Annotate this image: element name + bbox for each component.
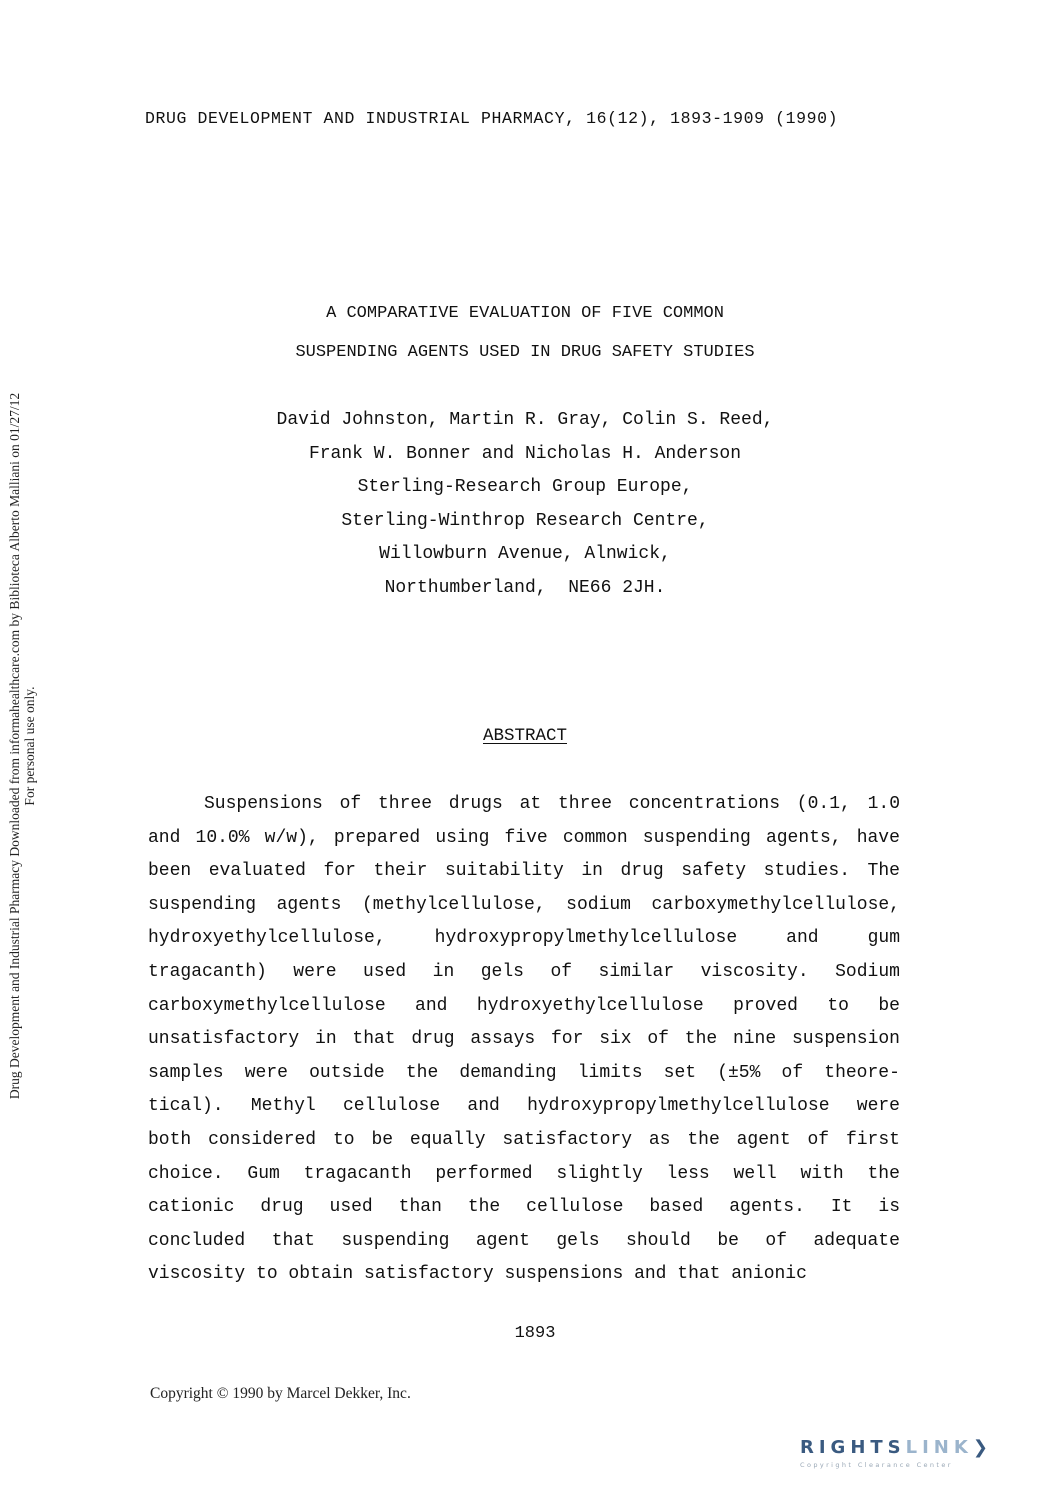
article-title-line1: A COMPARATIVE EVALUATION OF FIVE COMMON (326, 304, 724, 323)
abstract-line: samples were outside the demanding limits set (±5% of theore- (148, 1062, 900, 1083)
journal-header: DRUG DEVELOPMENT AND INDUSTRIAL PHARMACY, 16(12), 1893-1909 (1990) (145, 109, 839, 128)
abstract-line: viscosity to obtain satisfactory suspensions and that anionic (148, 1264, 807, 1285)
article-title-line2: SUSPENDING AGENTS USED IN DRUG SAFETY STUDIES (295, 343, 755, 362)
abstract-line: choice. Gum tragacanth performed slightly less well with the (148, 1163, 900, 1184)
rightslink-tagline: Copyright Clearance Center (800, 1461, 953, 1469)
author-names-line2: Frank W. Bonner and Nicholas H. Anderson (308, 443, 742, 464)
abstract-line: both considered to be equally satisfactory as the agent of first (148, 1129, 900, 1150)
affiliation-line1: Sterling-Research Group Europe, (357, 477, 693, 498)
abstract-line: hydroxyethylcellulose, hydroxypropylmethylcellulose and gum (148, 928, 900, 949)
abstract-line: tical). Methyl cellulose and hydroxypropylmethylcellulose were (148, 1096, 900, 1117)
author-names-line1: David Johnston, Martin R. Gray, Colin S. Reed, (276, 410, 774, 430)
abstract-line: unsatisfactory in that drug assays for six of the nine suspension (148, 1029, 900, 1050)
download-watermark-line2: For personal use only. (22, 686, 37, 806)
copyright-notice: Copyright © 1990 by Marcel Dekker, Inc. (150, 1385, 411, 1402)
affiliation-line2: Sterling-Winthrop Research Centre, (341, 510, 709, 531)
rightslink-rights-text: RIGHTS (800, 1437, 906, 1458)
page-number: 1893 (514, 1324, 556, 1343)
author-block (0, 404, 1050, 606)
abstract-line: been evaluated for their suitability in drug safety studies. The (148, 861, 900, 882)
abstract-line: concluded that suspending agent gels should be of adequate (148, 1230, 900, 1251)
address-line2: Northumberland, NE66 2JH. (384, 577, 666, 598)
abstract-line: and 10.0% w/w), prepared using five common suspending agents, have (148, 827, 900, 848)
abstract-line: cationic drug used than the cellulose based agents. It is (148, 1197, 900, 1218)
abstract-line: suspending agents (methylcellulose, sodium carboxymethylcellulose, (148, 894, 900, 915)
chevron-right-icon: ❯ (972, 1437, 988, 1458)
address-line1: Willowburn Avenue, Alnwick, (379, 544, 671, 565)
abstract-line: Suspensions of three drugs at three concentrations (0.1, 1.0 (204, 794, 900, 814)
abstract-line: tragacanth) were used in gels of similar viscosity. Sodium (148, 961, 900, 982)
abstract-body (148, 788, 900, 1292)
rightslink-logo (800, 1437, 1030, 1477)
abstract-heading: ABSTRACT (482, 726, 567, 746)
download-watermark-line1: Drug Development and Industrial Pharmacy Downloaded from informahealthcare.com by Biblioteca Alberto Malliani on 01/27/12 (7, 392, 22, 1100)
rightslink-link-text: LINK (905, 1437, 973, 1458)
abstract-line: carboxymethylcellulose and hydroxyethylcellulose proved to be (148, 995, 900, 1016)
